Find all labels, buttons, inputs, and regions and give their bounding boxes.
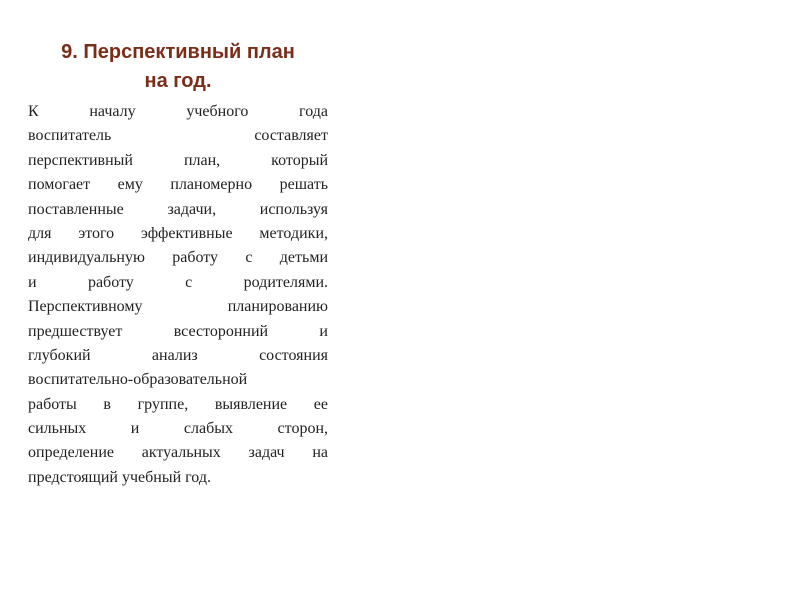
body-line: К началу учебного года [28, 103, 328, 120]
title-line-1: 9. Перспективный план [61, 41, 295, 63]
body-line: помогает ему планомерно решать [28, 176, 328, 194]
body-line: и работу с родителями. [28, 273, 328, 291]
body-line: для этого эффективные методики, [28, 224, 328, 242]
body-line: определение актуальных задач на [28, 444, 328, 462]
body-line: сильных и слабых сторон, [28, 420, 328, 438]
body-line: работы в группе, выявление ее [28, 395, 328, 413]
body-line: воспитатель составляет [28, 127, 328, 145]
page-title [28, 38, 328, 96]
body-line: поставленные задачи, используя [28, 200, 328, 218]
body-line: индивидуальную работу с детьми [28, 249, 328, 267]
body-line: Перспективному планированию [28, 298, 328, 316]
title-line-2: на год. [144, 70, 212, 92]
body-line: перспективный план, который [28, 151, 328, 169]
body-line: предшествует всесторонний и [28, 322, 328, 340]
body-paragraph [28, 100, 328, 490]
body-line: глубокий анализ состояния [28, 346, 328, 364]
body-line: воспитательно-образовательной [28, 371, 248, 389]
body-line: предстоящий учебный год. [28, 468, 211, 486]
